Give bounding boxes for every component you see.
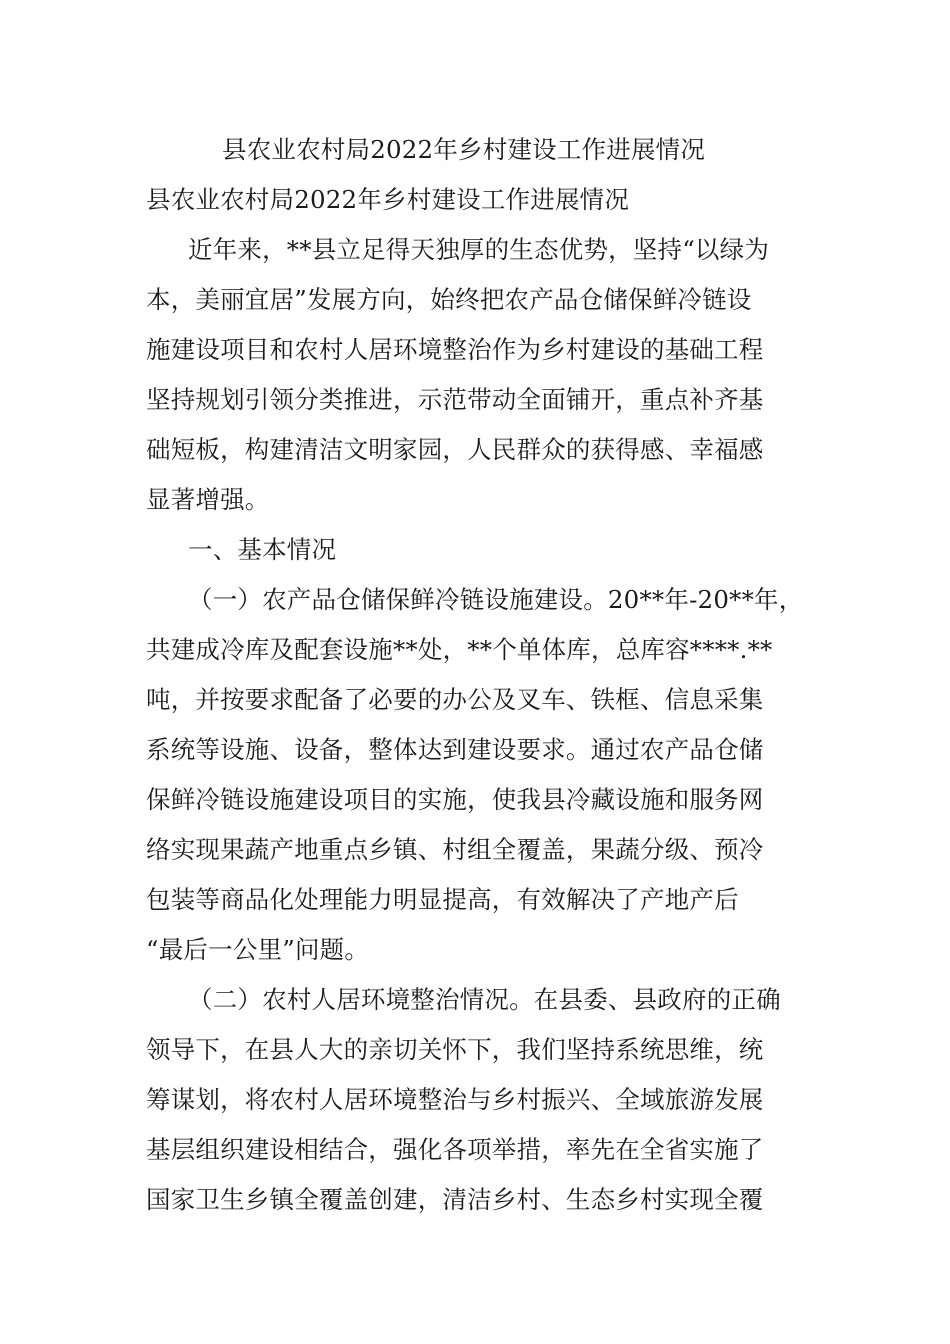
paragraph-line: 筹谋划，将农村人居环境整治与乡村振兴、全域旅游发展 (146, 1085, 764, 1114)
document-title: 县农业农村局2022年乡村建设工作进展情况 (222, 135, 706, 164)
paragraph-line: 近年来，**县立足得天独厚的生态优势，坚持“以绿为 (188, 235, 770, 264)
paragraph-line: 系统等设施、设备，整体达到建设要求。通过农产品仓储 (146, 735, 764, 764)
paragraph-line: 本，美丽宜居”发展方向，始终把农产品仓储保鲜冷链设 (146, 285, 752, 314)
paragraph-line: （二）农村人居环境整治情况。在县委、县政府的正确 (188, 985, 781, 1014)
paragraph-line: 络实现果蔬产地重点乡镇、村组全覆盖，果蔬分级、预冷 (146, 835, 764, 864)
paragraph-line: 国家卫生乡镇全覆盖创建，清洁乡村、生态乡村实现全覆 (146, 1185, 764, 1214)
paragraph-line: 领导下，在县人大的亲切关怀下，我们坚持系统思维，统 (146, 1035, 764, 1064)
paragraph-line: 施建设项目和农村人居环境整治作为乡村建设的基础工程 (146, 335, 764, 364)
paragraph-line: 吨，并按要求配备了必要的办公及叉车、铁框、信息采集 (146, 685, 764, 714)
paragraph-line: 显著增强。 (146, 485, 270, 514)
paragraph-line: （一）农产品仓储保鲜冷链设施建设。20**年-20**年， (188, 585, 804, 614)
paragraph-line: 基层组织建设相结合，强化各项举措，率先在全省实施了 (146, 1135, 764, 1164)
paragraph-line: 坚持规划引领分类推进，示范带动全面铺开，重点补齐基 (146, 385, 764, 414)
section-heading: 一、基本情况 (188, 535, 337, 564)
paragraph-line: 保鲜冷链设施建设项目的实施，使我县冷藏设施和服务网 (146, 785, 764, 814)
document-subtitle: 县农业农村局2022年乡村建设工作进展情况 (146, 185, 630, 214)
paragraph-line: 包装等商品化处理能力明显提高，有效解决了产地产后 (146, 885, 739, 914)
paragraph-line: 共建成冷库及配套设施**处，**个单体库，总库容****.** (146, 635, 773, 664)
paragraph-line: 础短板，构建清洁文明家园，人民群众的获得感、幸福感 (146, 435, 764, 464)
paragraph-line: “最后一公里”问题。 (146, 935, 370, 964)
